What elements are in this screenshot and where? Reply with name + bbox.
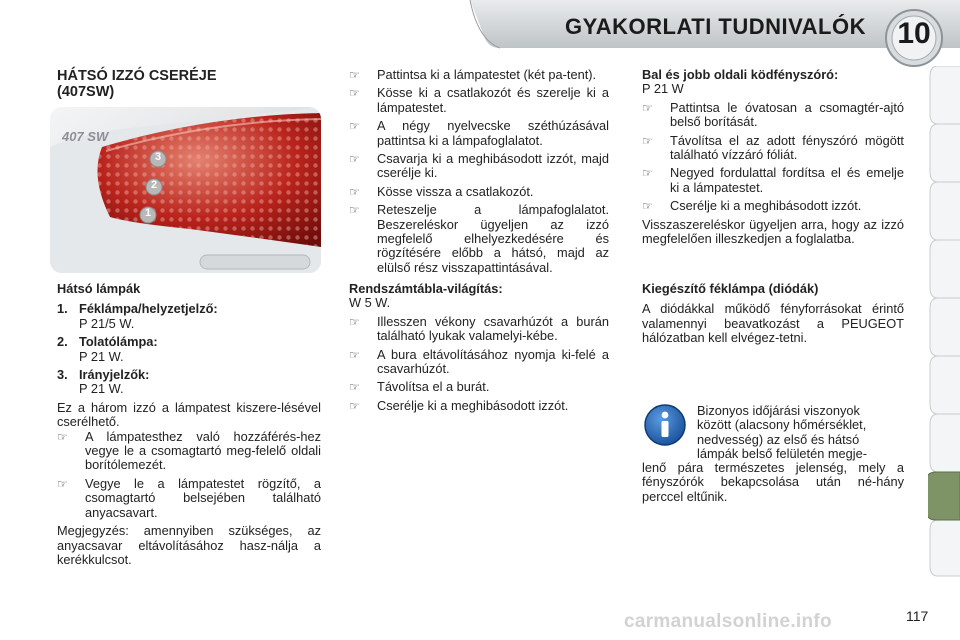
step-text: Távolítsa el az adott fényszóró mögött található vízzáró fóliát. [670,132,904,163]
lamps-list [57,282,321,567]
extra-brake-section [642,282,904,346]
step-item [349,315,609,344]
model-badge: 407 SW [62,129,109,144]
step-text: Reteszelje a lámpafoglalatot. Beszereléskor ügyeljen az izzó megfelelő elhelyezkedésére és rögzítésére előbb a hátsó, majd az elülső rész visszapattintásával. [377,202,609,275]
middle-column [349,68,609,275]
step-item [349,86,609,115]
note-text: Megjegyzés: amennyiben szükséges, az anyacsavar eltávolításához hasz-nálja a kerékkulcsot. [57,523,321,567]
bullet-text: Vegye le a lámpatestet rögzítő, a csomagtartó belsejében található anyacsavart. [85,475,321,520]
step-item [349,185,609,199]
step-text: Illesszen vékony csavarhúzót a burán található lyukak valamelyi-kébe. [377,313,609,344]
hand-pointer-icon: ☞ [349,68,360,82]
step-item [349,119,609,148]
step-item [349,152,609,181]
lamps-heading: Hátsó lámpák [57,281,141,296]
step-text: Kösse vissza a csatlakozót. [377,183,534,199]
hand-pointer-icon: ☞ [349,86,360,101]
hand-pointer-icon: ☞ [642,199,653,214]
page-number: 117 [906,608,929,624]
fog-bulb: P 21 W [642,81,684,97]
extra-brake-text: A diódákkal működő fényforrásokat érintő valamennyi beavatkozást a PEUGEOT hálózatban kell elvégez-tetni. [642,301,904,346]
header-title: GYAKORLATI TUDNIVALÓK [565,14,866,39]
hand-pointer-icon: ☞ [642,100,653,115]
bullet-item [57,477,321,520]
info-line: Bizonyos időjárási viszonyok [697,403,860,418]
lamp-item [57,368,321,397]
hand-pointer-icon: ☞ [642,133,653,148]
hand-pointer-icon: ☞ [57,429,68,444]
step-text: Távolítsa el a burát. [377,379,490,395]
bullet-item [57,430,321,473]
step-text: Pattintsa ki a lámpatestet (két pa-tent). [377,67,597,82]
step-item [349,68,609,82]
step-text: Negyed fordulattal fordítsa el és emelje ki a lámpatestet. [670,165,904,195]
info-box-bottom [642,461,904,504]
refit-note: Visszaszereléskor ügyeljen arra, hogy az izzó megfelelően illeszkedjen a foglalatba. [642,216,904,247]
step-item [349,380,609,394]
chapter-tabs [928,66,960,586]
lamp-item [57,302,321,331]
step-item [642,134,904,163]
fog-heading: Bal és jobb oldali ködfényszóró: [642,67,839,82]
step-item [349,348,609,377]
extra-brake-heading: Kiegészítő féklámpa (diódák) [642,281,819,296]
hand-pointer-icon: ☞ [349,347,360,362]
info-line: lámpák belső felületén megje- [697,446,868,462]
intro-text: Ez a három izzó a lámpatest kiszere-lésével cserélhető. [57,399,321,430]
bullet-text: A lámpatesthez való hozzáférés-hez vegye le a csomagtartó meg-felelő oldali borítólemezét. [85,428,321,473]
lamp-item [57,335,321,364]
info-tail: lenő pára természetes jelenség, mely a fényszórók bekapcsolása után né-hány perccel eltűnik. [642,460,904,504]
tail-lamp-photo [50,107,321,273]
hand-pointer-icon: ☞ [349,119,360,134]
hand-pointer-icon: ☞ [57,476,68,491]
step-item [642,199,904,213]
section-title-line2: (407SW) [57,84,115,100]
lamp-item-number: 1. [57,301,68,317]
right-column [642,68,904,246]
callout-1: 1 [144,207,152,219]
info-line: nedvesség) az első és hátsó [697,431,860,447]
lamp-item-bulb: P 21 W. [79,381,124,397]
lamp-item-name: Irányjelzők: [79,367,150,383]
info-icon [643,403,687,447]
watermark: carmanualsonline.info [624,611,832,632]
step-text: Cserélje ki a meghibásodott izzót. [377,397,569,413]
step-text: A négy nyelvecske széthúzásával pattintsa ki a lámpafoglalatot. [377,118,609,148]
plate-bulb: W 5 W. [349,295,391,311]
hand-pointer-icon: ☞ [642,166,653,181]
plate-heading: Rendszámtábla-világítás: [349,281,503,296]
lamp-item-number: 2. [57,334,68,350]
hand-pointer-icon: ☞ [349,184,360,199]
step-item [642,101,904,130]
step-text: Csavarja ki a meghibásodott izzót, majd cserélje ki. [377,151,609,181]
lamp-item-number: 3. [57,367,68,383]
callout-2: 2 [150,179,158,191]
step-item [349,203,609,275]
step-text: A bura eltávolításához nyomja ki-felé a csavarhúzót. [377,346,609,377]
info-box-top [697,404,904,462]
section-title-line1: HÁTSÓ IZZÓ CSERÉJE [57,68,217,84]
hand-pointer-icon: ☞ [349,398,360,413]
step-text: Cserélje ki a meghibásodott izzót. [670,198,862,214]
hand-pointer-icon: ☞ [349,380,360,395]
step-text: Kösse ki a csatlakozót és szerelje ki a lámpatestet. [377,85,609,115]
chapter-number: 10 [897,17,931,50]
step-item [642,166,904,195]
lamp-item-name: Tolatólámpa: [79,334,158,350]
step-text: Pattintsa le óvatosan a csomagtér-ajtó belső borítását. [670,99,904,130]
step-item [349,399,609,413]
callout-3: 3 [154,151,162,163]
lamp-item-name: Féklámpa/helyzetjelző: [79,301,218,317]
info-line: között (alacsony hőmérséklet, [697,417,867,433]
hand-pointer-icon: ☞ [349,314,360,329]
hand-pointer-icon: ☞ [349,152,360,167]
lamp-item-bulb: P 21 W. [79,348,124,364]
hand-pointer-icon: ☞ [349,203,360,218]
lamp-item-bulb: P 21/5 W. [79,315,135,331]
left-column [57,68,322,100]
plate-section [349,282,609,413]
